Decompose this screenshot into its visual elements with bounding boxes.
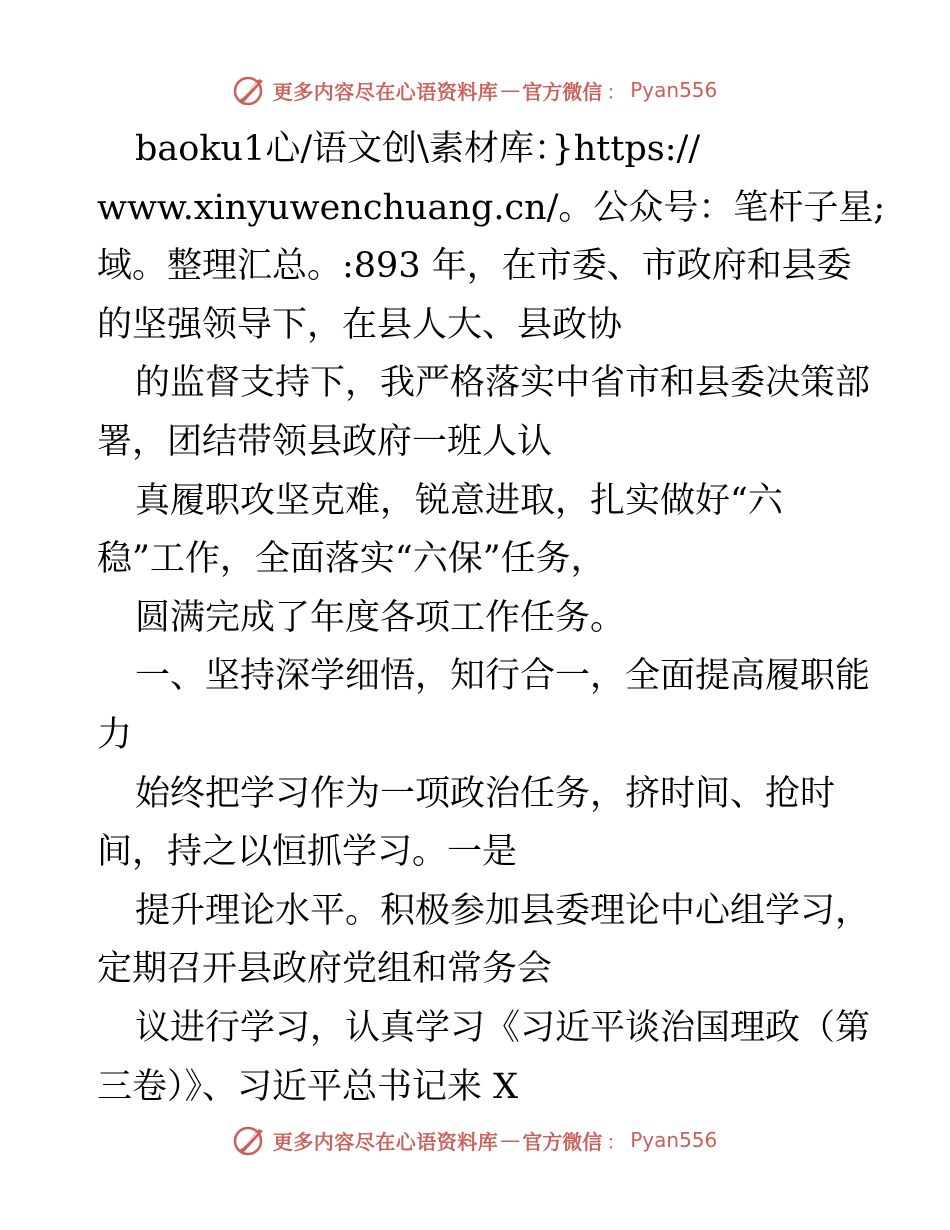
text-line: 稳”工作，全面落实“六保”任务， bbox=[97, 539, 606, 580]
text-line: www.xinyuwenchuang.cn/。公众号：笔杆子星; bbox=[97, 187, 886, 228]
text-line: 定期召开县政府党组和常务会 bbox=[97, 949, 553, 990]
text-line: 始终把学习作为一项政治任务，挤时间、抢时 bbox=[135, 773, 836, 814]
text-line: 的监督支持下，我严格落实中省市和县委决策部 bbox=[135, 363, 871, 404]
section-heading: 一、坚持深学细悟，知行合一，全面提高履职能 bbox=[135, 656, 871, 697]
watermark-colon: ： bbox=[606, 79, 627, 104]
watermark-main-text: 更多内容尽在心语资料库 bbox=[272, 1129, 499, 1154]
watermark-colon: ： bbox=[606, 1129, 627, 1154]
text-line: 议进行学习，认真学习《习近平谈治国理政（第 bbox=[135, 1007, 871, 1048]
watermark-wechat-id: Pyan556 bbox=[630, 1128, 718, 1152]
watermark-side-text: 官方微信 bbox=[522, 79, 603, 104]
text-line: 真履职攻坚克难，锐意进取，扎实做好“六 bbox=[135, 480, 783, 521]
text-line: 署，团结带领县政府一班人认 bbox=[97, 421, 553, 462]
section-heading-continued: 力 bbox=[97, 714, 133, 755]
header-watermark bbox=[0, 70, 950, 110]
feather-pen-logo-icon bbox=[233, 1123, 267, 1157]
watermark-main-text: 更多内容尽在心语资料库 bbox=[272, 79, 499, 104]
text-line: 间，持之以恒抓学习。一是 bbox=[97, 832, 518, 873]
footer-watermark bbox=[0, 1120, 950, 1160]
watermark-wechat-id: Pyan556 bbox=[630, 78, 718, 102]
text-line: 的坚强领导下，在县人大、县政协 bbox=[97, 304, 623, 345]
watermark-separator: — bbox=[500, 1128, 521, 1152]
document-body bbox=[97, 120, 886, 1116]
text-line: 域。整理汇总。:893 年，在市委、市政府和县委 bbox=[97, 246, 852, 287]
watermark-separator: — bbox=[500, 78, 521, 102]
feather-pen-logo-icon bbox=[233, 73, 267, 107]
text-line: 提升理论水平。积极参加县委理论中心组学习， bbox=[135, 890, 871, 931]
watermark-side-text: 官方微信 bbox=[522, 1129, 603, 1154]
text-line: 圆满完成了年度各项工作任务。 bbox=[135, 597, 626, 638]
text-line: 三卷）》、习近平总书记来 X bbox=[97, 1066, 519, 1107]
text-line: baoku1心/语文创\素材库：}https:// bbox=[135, 129, 701, 169]
